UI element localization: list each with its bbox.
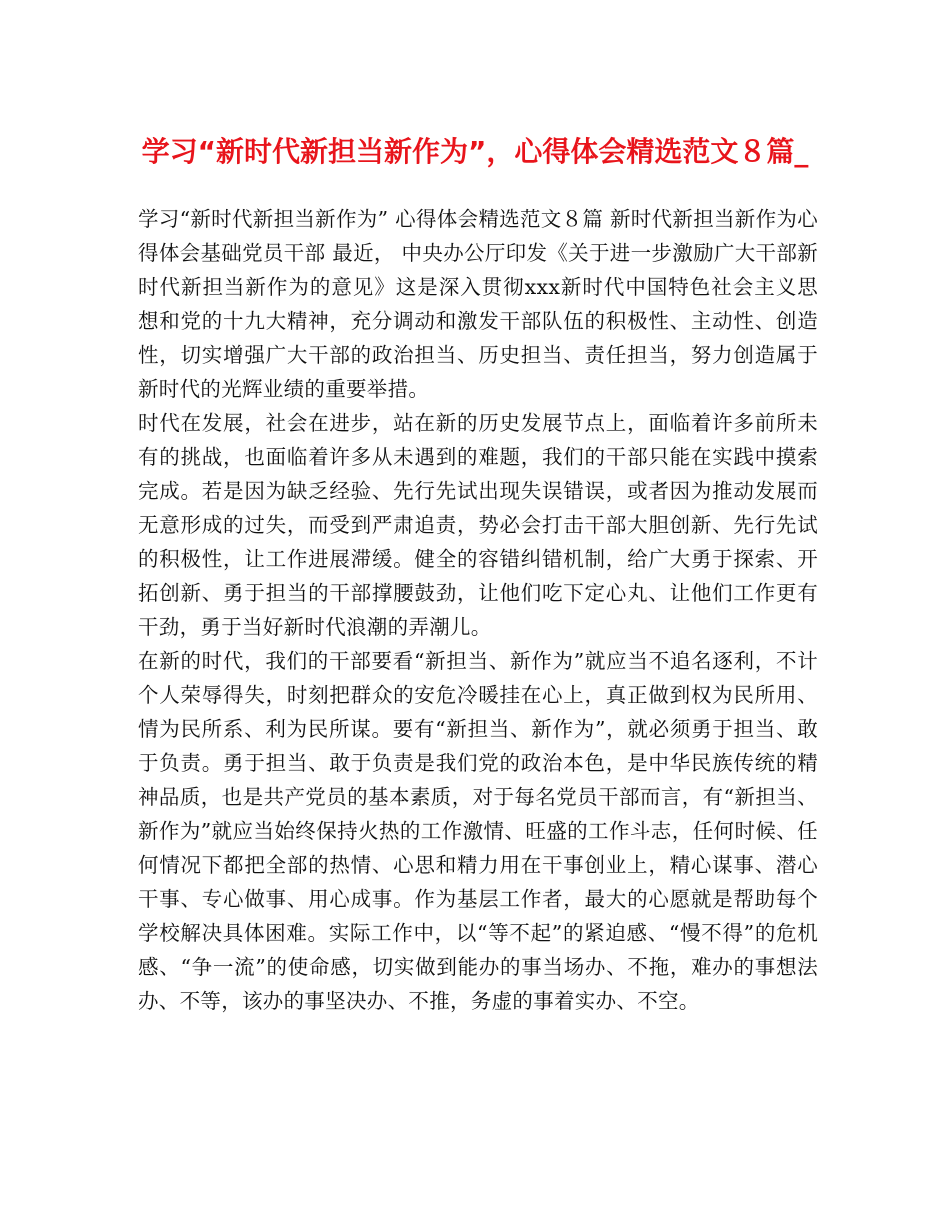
- body-paragraph-3: 在新的时代，我们的干部要看“新担当、新作为”就应当不追名逐利，不计个人荣辱得失，时刻把群众的安危冷暖挂在心上，真正做到权为民所用、情为民所系、利为民所谋。要有“新担当、新作为”，就必须勇于担当、敢于负责。勇于担当、敢于负责是我们党的政治本色，是中华民族传统的精神品质，也是共产党员的基本素质，对于每名党员干部而言，有“新担当、新作为”就应当始终保持火热的工作激情、旺盛的工作斗志，任何时候、任何情况下都把全部的热情、心思和精力用在干事创业上，精心谋事、潜心干事、专心做事、用心成事。作为基层工作者，最大的心愿就是帮助每个学校解决具体困难。实际工作中，以“等不起”的紧迫感、“慢不得”的危机感、“争一流”的使命感，切实做到能办的事当场办、不拖，难办的事想法办、不等，该办的事坚决办、不推，务虚的事着实办、不空。: [138, 649, 818, 1013]
- document-body: [138, 202, 818, 1018]
- document-title: 学习“新时代新担当新作为”，心得体会精选范文８篇_: [141, 135, 809, 168]
- body-paragraph-2: 时代在发展，社会在进步，站在新的历史发展节点上，面临着许多前所未有的挑战，也面临着许多从未遇到的难题，我们的干部只能在实践中摸索完成。若是因为缺乏经验、先行先试出现失误错误，或者因为推动发展而无意形成的过失，而受到严肃追责，势必会打击干部大胆创新、先行先试的积极性，让工作进展滞缓。健全的容错纠错机制，给广大勇于探索、开拓创新、勇于担当的干部撑腰鼓劲，让他们吃下定心丸、让他们工作更有干劲，勇于当好新时代浪潮的弄潮儿。: [138, 411, 818, 639]
- body-paragraph-1: 学习“新时代新担当新作为” 心得体会精选范文８篇 新时代新担当新作为心得体会基础党员干部 最近， 中央办公厅印发《关于进一步激励广大干部新时代新担当新作为的意见》这是深入贯彻xxx新时代中国特色社会主义思想和党的十九大精神，充分调动和激发干部队伍的积极性、主动性、创造性，切实增强广大干部的政治担当、历史担当、责任担当，努力创造属于新时代的光辉业绩的重要举措。: [138, 207, 818, 401]
